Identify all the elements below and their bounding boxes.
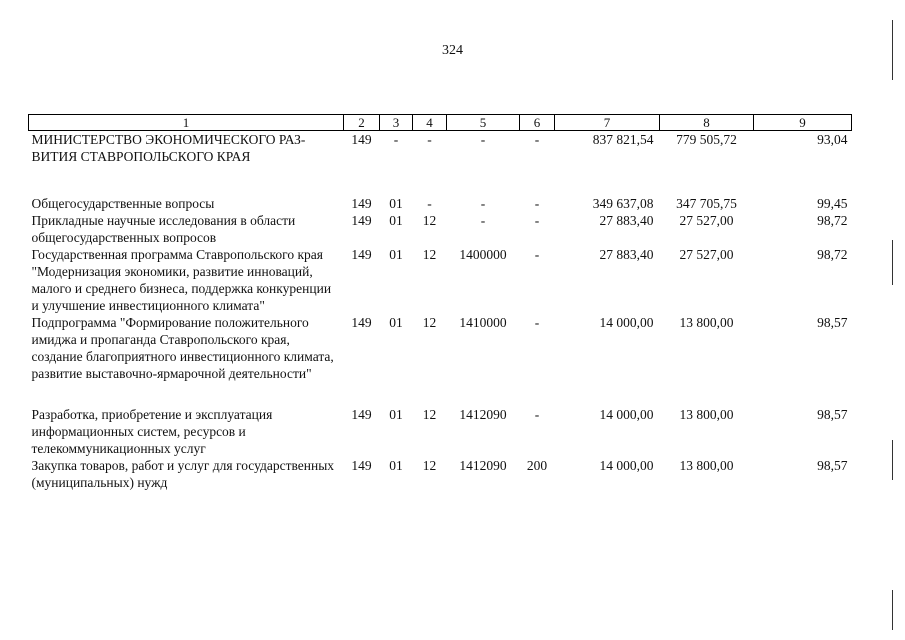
row-value-8: 27 527,00 <box>679 213 734 228</box>
row-code-3: 01 <box>389 247 403 262</box>
row-code-3: 01 <box>389 213 403 228</box>
col-header-1: 1 <box>29 115 344 131</box>
row-code-4: - <box>427 132 432 147</box>
row-value-8: 13 800,00 <box>679 407 734 422</box>
row-code-6: - <box>534 247 540 262</box>
row-code-3: 01 <box>389 458 403 473</box>
page-number: 324 <box>442 43 463 58</box>
col-header-3: 3 <box>380 115 413 131</box>
scan-edge-mark <box>892 20 893 80</box>
row-code-6: 200 <box>526 458 548 473</box>
row-code-5: - <box>480 196 486 211</box>
col-header-2: 2 <box>344 115 380 131</box>
row-code-5: 1410000 <box>459 315 507 330</box>
row-code-5: 1412090 <box>459 458 507 473</box>
row-code-2: 149 <box>351 458 372 473</box>
row-code-5: - <box>480 132 486 147</box>
row-value-8: 13 800,00 <box>679 458 734 473</box>
row-code-2: 149 <box>351 315 372 330</box>
row-value-9: 98,72 <box>817 213 848 228</box>
row-code-6: - <box>534 315 540 330</box>
row-value-9: 98,72 <box>817 247 848 262</box>
row-value-7: 27 883,40 <box>599 247 654 262</box>
row-value-8: 779 505,72 <box>676 132 737 147</box>
table-row <box>29 131 852 196</box>
row-code-3: 01 <box>389 407 403 422</box>
col-header-5: 5 <box>447 115 520 131</box>
table-row <box>29 246 852 314</box>
table-row <box>29 406 852 457</box>
row-code-6: - <box>534 407 540 422</box>
row-code-3: - <box>393 132 399 147</box>
table-row <box>29 457 852 491</box>
row-code-4: 12 <box>422 247 437 262</box>
row-name: Общегосударственные вопросы <box>31 196 215 211</box>
row-code-2: 149 <box>351 247 372 262</box>
row-code-4: 12 <box>422 315 437 330</box>
row-value-7: 14 000,00 <box>599 458 654 473</box>
row-value-9: 93,04 <box>817 132 848 147</box>
col-header-4: 4 <box>413 115 447 131</box>
table-row <box>29 212 852 246</box>
row-name: Разработка, приобретение и эксплуатация информационных систем, ресурсов и телекоммуникационных услуг <box>31 407 273 456</box>
row-code-6: - <box>534 196 540 211</box>
row-value-8: 13 800,00 <box>679 315 734 330</box>
row-code-5: - <box>480 213 486 228</box>
row-code-5: 1400000 <box>459 247 507 262</box>
row-code-4: 12 <box>422 213 437 228</box>
table-header-row <box>29 115 852 131</box>
row-code-2: 149 <box>351 196 372 211</box>
row-name: Закупка товаров, работ и услуг для государственных (муниципальных) нужд <box>31 458 335 490</box>
scan-edge-mark <box>892 440 893 480</box>
row-value-8: 347 705,75 <box>676 196 737 211</box>
row-code-4: 12 <box>422 458 437 473</box>
row-value-7: 349 637,08 <box>592 196 654 211</box>
row-value-9: 98,57 <box>817 407 848 422</box>
row-code-2: 149 <box>351 407 372 422</box>
row-value-7: 837 821,54 <box>592 132 654 147</box>
row-code-4: 12 <box>422 407 437 422</box>
row-value-7: 27 883,40 <box>599 213 654 228</box>
row-value-8: 27 527,00 <box>679 247 734 262</box>
row-value-9: 98,57 <box>817 315 848 330</box>
scan-edge-mark <box>892 590 893 630</box>
table-row <box>29 195 852 212</box>
row-value-7: 14 000,00 <box>599 407 654 422</box>
table-row <box>29 314 852 406</box>
budget-table <box>28 114 852 491</box>
col-header-7: 7 <box>555 115 660 131</box>
row-code-3: 01 <box>389 315 403 330</box>
row-value-7: 14 000,00 <box>599 315 654 330</box>
row-code-3: 01 <box>389 196 403 211</box>
scan-edge-mark <box>892 240 893 285</box>
row-name: Подпрограмма "Формирование положительного имиджа и пропаганда Ставропольского края, создание благоприятного инвестиционного климата, развитие выставочно-ярмарочной деятельности" <box>31 315 334 381</box>
row-code-2: 149 <box>351 132 372 147</box>
row-code-5: 1412090 <box>459 407 507 422</box>
row-name: Государственная программа Ставропольского края "Модернизация экономики, развитие инноваций, малого и среднего бизнеса, поддержка конкуренции и улучшение инвестиционного климата" <box>31 247 332 313</box>
row-value-9: 99,45 <box>817 196 848 211</box>
row-name: МИНИСТЕРСТВО ЭКОНОМИЧЕСКОГО РАЗ-ВИТИЯ СТАВРОПОЛЬСКОГО КРАЯ <box>31 132 306 164</box>
row-value-9: 98,57 <box>817 458 848 473</box>
col-header-8: 8 <box>660 115 754 131</box>
row-code-6: - <box>534 213 540 228</box>
row-code-6: - <box>534 132 540 147</box>
col-header-9: 9 <box>754 115 852 131</box>
row-code-4: - <box>427 196 432 211</box>
row-name: Прикладные научные исследования в области общегосударственных вопросов <box>31 213 296 245</box>
col-header-6: 6 <box>520 115 555 131</box>
row-code-2: 149 <box>351 213 372 228</box>
